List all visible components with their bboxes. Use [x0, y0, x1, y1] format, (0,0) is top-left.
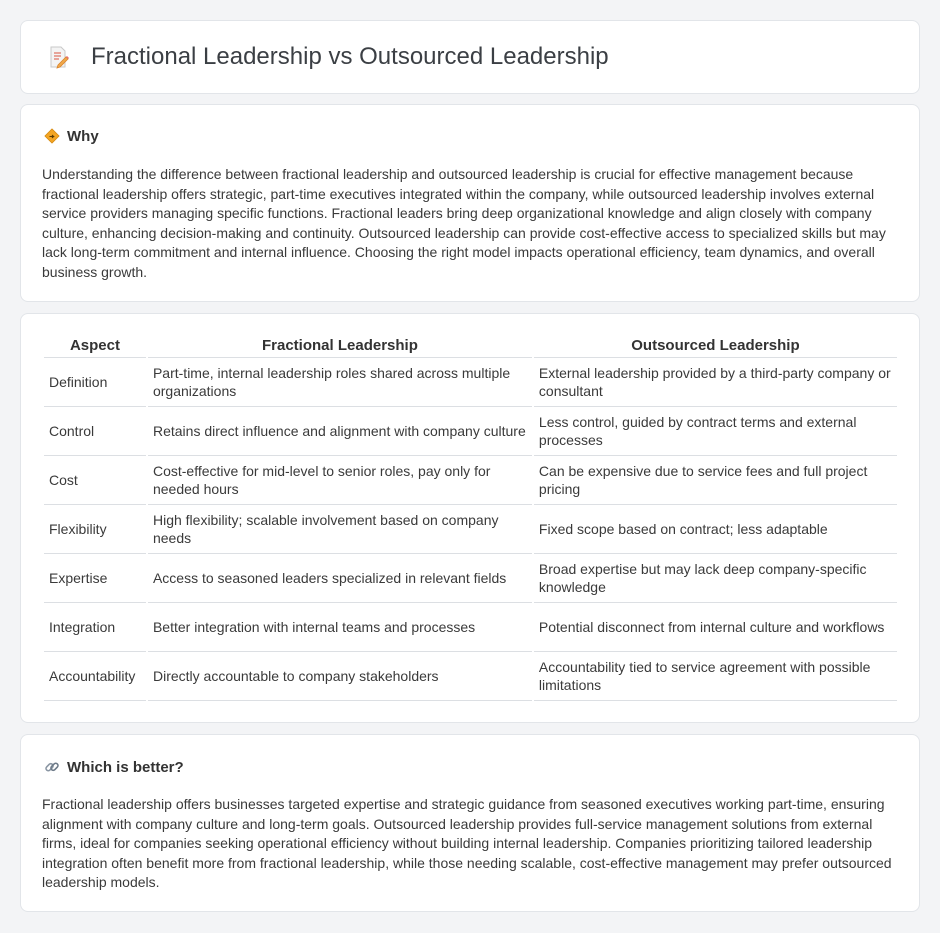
table-row: [44, 358, 897, 407]
link-icon: [43, 758, 61, 776]
row-outsourced: Can be expensive due to service fees and full project pricing: [534, 456, 897, 505]
row-fractional: Cost-effective for mid-level to senior roles, pay only for needed hours: [148, 456, 532, 505]
row-fractional: High flexibility; scalable involvement based on company needs: [148, 505, 532, 554]
row-aspect: Expertise: [44, 554, 146, 603]
row-fractional: Directly accountable to company stakeholders: [148, 652, 532, 701]
row-aspect: Integration: [44, 603, 146, 652]
row-outsourced: Accountability tied to service agreement with possible limitations: [534, 652, 897, 701]
which-is-better-card: [20, 734, 920, 912]
row-fractional: Part-time, internal leadership roles shared across multiple organizations: [148, 358, 532, 407]
table-row: [44, 407, 897, 456]
row-outsourced: Fixed scope based on contract; less adaptable: [534, 505, 897, 554]
header-aspect: Aspect: [44, 334, 146, 358]
row-aspect: Flexibility: [44, 505, 146, 554]
row-outsourced: External leadership provided by a third-party company or consultant: [534, 358, 897, 407]
row-fractional: Better integration with internal teams and processes: [148, 603, 532, 652]
row-outsourced: Broad expertise but may lack deep company-specific knowledge: [534, 554, 897, 603]
why-heading: Why: [67, 127, 99, 145]
page-title: Fractional Leadership vs Outsourced Leadership: [91, 43, 609, 70]
row-outsourced: Potential disconnect from internal culture and workflows: [534, 603, 897, 652]
better-heading: Which is better?: [67, 758, 184, 776]
row-aspect: Cost: [44, 456, 146, 505]
table-header-row: [44, 334, 897, 358]
row-aspect: Definition: [44, 358, 146, 407]
why-text: Understanding the difference between fractional leadership and outsourced leadership is crucial for effective management because fractional leadership offers strategic, part-time executives integrated within the company, while outsourced leadership involves external service providers managing specific functions. Fractional leaders bring deep organizational knowledge and align closely with company culture, enhancing decision-making and continuity. Outsourced leadership can provide cost-effective access to specialized skills but may lack long-term commitment and internal influence. Choosing the right model impacts operational efficiency, team dynamics, and overall business growth.: [42, 166, 886, 280]
comparison-table: [42, 334, 899, 701]
why-card: [20, 104, 920, 302]
table-row: [44, 456, 897, 505]
table-row: [44, 505, 897, 554]
table-row: [44, 554, 897, 603]
document-pencil-icon: [45, 44, 71, 70]
comparison-table-card: [20, 313, 920, 723]
header-outsourced: Outsourced Leadership: [534, 334, 897, 358]
row-fractional: Access to seasoned leaders specialized in relevant fields: [148, 554, 532, 603]
better-heading-row: [43, 758, 184, 776]
diamond-signpost-icon: [43, 127, 61, 145]
why-heading-row: [43, 127, 99, 145]
table-row: [44, 603, 897, 652]
header-card: [20, 20, 920, 94]
row-fractional: Retains direct influence and alignment with company culture: [148, 407, 532, 456]
header-fractional: Fractional Leadership: [148, 334, 532, 358]
row-aspect: Control: [44, 407, 146, 456]
better-text: Fractional leadership offers businesses targeted expertise and strategic guidance from seasoned executives working part-time, ensuring alignment with company culture and long-term goals. Outsourced leadership provides full-service management solutions from external firms, ideal for companies seeking operational efficiency without building internal leadership. Companies prioritizing tailored leadership integration often benefit more from fractional leadership, while those needing scalable, cost-effective management may prefer outsourced leadership models.: [42, 796, 892, 890]
row-aspect: Accountability: [44, 652, 146, 701]
row-outsourced: Less control, guided by contract terms and external processes: [534, 407, 897, 456]
table-row: [44, 652, 897, 701]
